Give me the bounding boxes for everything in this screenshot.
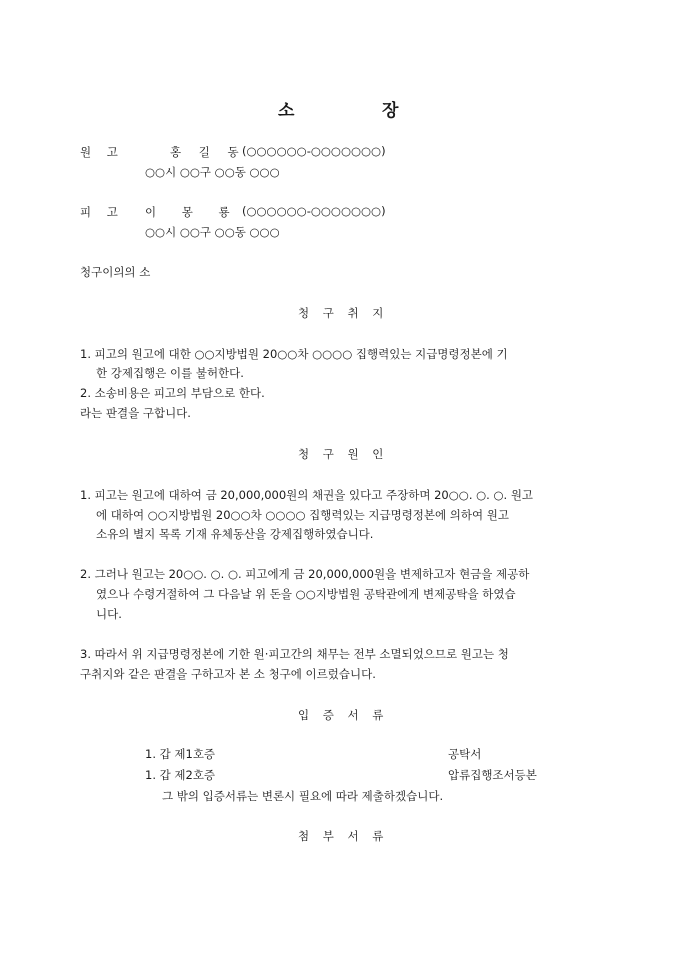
claim-cause-p2-line3: 니다.: [96, 607, 122, 621]
claim-cause-p3-line2: 구취지와 같은 판결을 구하고자 본 소 청구에 이르렀습니다.: [80, 667, 376, 681]
defendant-role: 피 고: [80, 205, 124, 219]
title-char-1: 소: [278, 101, 295, 121]
claim-purpose-item2: 2. 소송비용은 피고의 부담으로 한다.: [80, 386, 265, 400]
plaintiff-id: (○○○○○○-○○○○○○○): [242, 144, 386, 158]
claim-cause-p1-line2: 에 대하여 ○○지방법원 20○○차 ○○○○ 집행력있는 지급명령정본에 의하여 원고: [96, 508, 509, 522]
claim-cause-p1-line1: 1. 피고는 원고에 대하여 금 20,000,000원의 채권을 있다고 주장하며 20○○. ○. ○. 원고: [80, 488, 534, 502]
evidence-heading: 입 증 서 류: [298, 708, 384, 722]
claim-purpose-item1-line2: 한 강제집행은 이를 불허한다.: [96, 366, 244, 380]
evidence-note: 그 밖의 입증서류는 변론시 필요에 따라 제출하겠습니다.: [162, 789, 444, 803]
plaintiff-name: 홍 길 동: [170, 145, 239, 159]
defendant-address: ○○시 ○○구 ○○동 ○○○: [145, 225, 280, 239]
evidence-item-1-name: 공탁서: [448, 747, 482, 761]
defendant-id: (○○○○○○-○○○○○○○): [242, 204, 386, 218]
evidence-item-2-name: 압류집행조서등본: [448, 768, 537, 782]
title-char-2: 장: [382, 101, 399, 121]
claim-cause-p2-line1: 2. 그러나 원고는 20○○. ○. ○. 피고에게 금 20,000,000원을 변제하고자 현금을 제공하: [80, 567, 530, 581]
defendant-name: 이 몽 룡: [145, 205, 230, 219]
claim-cause-p2-line2: 였으나 수령거절하여 그 다음날 위 돈을 ○○지방법원 공탁관에게 변제공탁을 하였습: [96, 587, 516, 601]
claim-cause-p3-line1: 3. 따라서 위 지급명령정본에 기한 원·피고간의 채무는 전부 소멸되었으므로 원고는 청: [80, 647, 509, 661]
plaintiff-role: 원 고: [80, 145, 124, 159]
evidence-item-2-label: 1. 갑 제2호증: [145, 768, 216, 782]
claim-purpose-item1-line1: 1. 피고의 원고에 대한 ○○지방법원 20○○차 ○○○○ 집행력있는 지급명령정본에 기: [80, 347, 508, 361]
evidence-item-1-label: 1. 갑 제1호증: [145, 747, 216, 761]
case-type: 청구이의의 소: [80, 265, 151, 279]
claim-cause-p1-line3: 소유의 별지 목록 기재 유체동산을 강제집행하였습니다.: [96, 527, 374, 541]
plaintiff-address: ○○시 ○○구 ○○동 ○○○: [145, 165, 280, 179]
claim-purpose-closing: 라는 판결을 구합니다.: [80, 406, 191, 420]
claim-cause-heading: 청 구 원 인: [298, 447, 384, 461]
claim-purpose-heading: 청 구 취 지: [298, 306, 384, 320]
attachments-heading: 첨 부 서 류: [298, 829, 384, 843]
